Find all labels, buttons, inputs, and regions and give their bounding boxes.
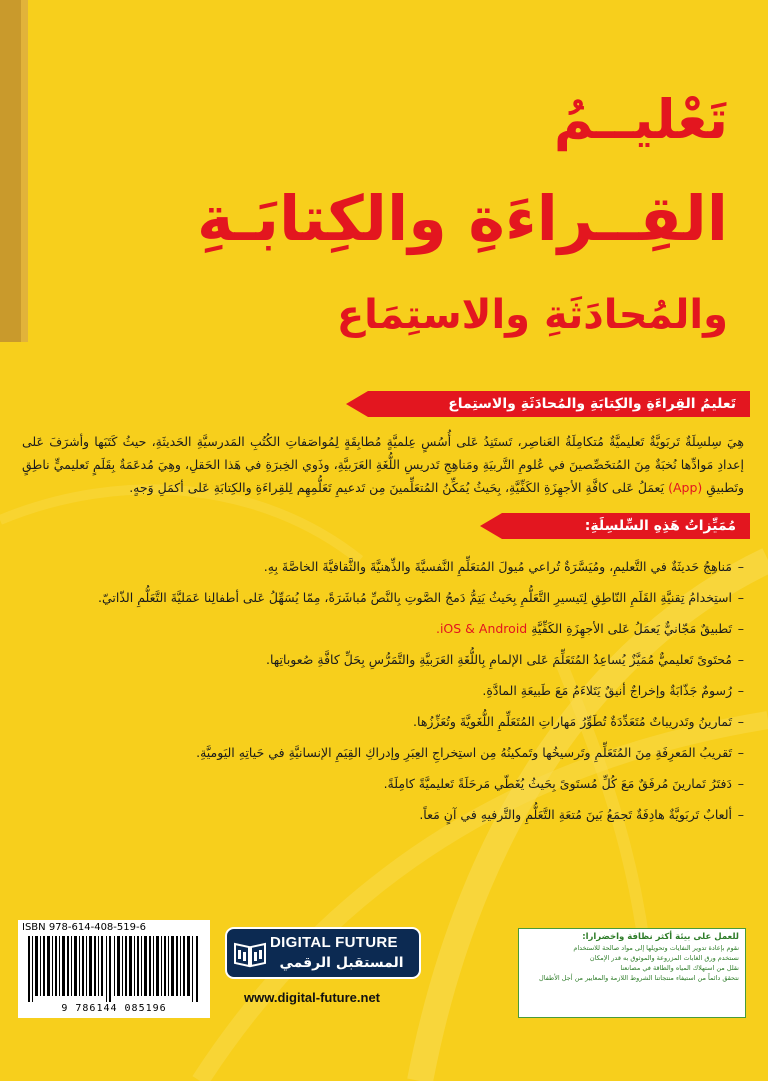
feature-item: – مُحتَوىً تَعليميٌّ مُمَيَّزٌ يُساعِدُ المُتَعَلِّمَ عَلى الإلمامِ بِاللُّغَةِ العَرَبيَّةِ والتَّمَرُّسِ بِحَلِّ كافَّةِ صُعوباتِها.	[22, 648, 744, 671]
book-spine-shade	[21, 0, 28, 342]
feature-app-text: تَطبيقٌ مَجّانيٌّ يَعمَلُ عَلى الأجهِزَةِ الكَفِّيَّةِ	[531, 621, 732, 636]
feature-item: – تَمارينُ وتَدريباتٌ مُتَعَدِّدَةٌ تُطَوِّرُ مَهاراتِ المُتَعَلِّمِ اللُّغَويَّةَ وتُعَزِّزُها.	[22, 710, 744, 733]
features-list	[22, 555, 744, 834]
feature-app-platforms: iOS & Android.	[435, 621, 528, 636]
intro-heading-band: تَعليمُ القِراءَةِ والكِتابَةِ والمُحادَثَةِ والاستِماع	[368, 391, 750, 417]
title-line-1: تَعْليــمُ	[553, 88, 728, 151]
feature-item: – تَقريبُ المَعرِفَةِ مِنَ المُتَعَلِّمِ وتَرسيخُها وتَمكينُهُ مِن استِخراجِ العِبَرِ وإدراكِ القِيَمِ الإنسانيَّةِ في حَياتِهِ اليَوميَّةِ.	[22, 741, 744, 764]
publisher-name-arabic: المستقبل الرقمي	[279, 955, 404, 971]
environment-notice-title: للعمل على بيئة أكثر نظافة واخضرارا:	[582, 932, 739, 942]
publisher-logo	[225, 927, 421, 979]
feature-item: – مَناهِجُ حَديثَةٌ في التَّعليمِ، ومُيَسَّرَةٌ تُراعي مُيولَ المُتعَلِّمِ النَّفسيَّةَ والذِّهنيَّةَ والثَّقافيَّةَ الخاصَّةَ بِهِ.	[22, 555, 744, 578]
feature-item: – دَفتَرُ تَمارينَ مُرفَقٌ مَعَ كُلِّ مُستَوىً بِحَيثُ يُغَطّي مَرحَلَةً تَعليميَّةً كامِلَةً.	[22, 772, 744, 795]
title-line-3: والمُحادَثَةِ والاستِمَاع	[336, 292, 728, 338]
feature-item-app	[22, 617, 744, 640]
environment-notice	[518, 928, 746, 1018]
environment-notice-item: نستخدم ورق الغابات المزروعة والموثوق به قدر الإمكان	[589, 954, 739, 962]
environment-notice-item: نقلل من استهلاك المياه والطاقة في مصانعنا	[620, 964, 739, 972]
title-line-2: القِــراءَةِ والكِتابَـةِ	[196, 182, 728, 255]
book-spine-strip	[0, 0, 21, 342]
publisher-website: www.digital-future.net	[244, 990, 381, 1005]
features-heading-band: مُمَيِّزاتُ هَذِهِ السِّلسِلَةِ:	[502, 513, 750, 539]
barcode-number: 9 786144 085196	[61, 1003, 167, 1014]
feature-item: – ألعابٌ تَربَويَّةٌ هادِفَةٌ تَجمَعُ بَينَ مُتعَةِ التَّعَلُّمِ والتَّرفيهِ في آنٍ مَعاً.	[22, 803, 744, 826]
intro-app-label: (App)	[668, 480, 703, 495]
intro-text-part-2: يَعمَلُ عَلى كافَّةِ الأجهِزَةِ الكَفِّيَّةِ، بِحَيثُ يُمَكِّنُ المُتعَلِّمينَ مِن تَدعيمِ تَعَلُّمِهِم لِلقِراءَةِ والكِتابَةِ عَلى أكمَلِ وَجهٍ.	[129, 480, 665, 495]
environment-notice-item: نتحقق دائماً من استيفاء منتجاتنا الشروط اللازمة والمعايير من أجل الأطفال	[539, 974, 739, 982]
publisher-name-english: DIGITAL FUTURE	[270, 934, 398, 951]
barcode-icon	[26, 936, 202, 1002]
feature-item: – استِخدامُ تِقنيَّةِ القَلَمِ النّاطِقِ لِتَيسيرِ التَّعَلُّمِ بِحَيثُ يَتِمُّ دَمجُ الصَّوتِ بِالنَّصِّ مُباشَرَةً، مِمّا يُسَهِّلُ عَلى أطفالِنا عَمَليَّةَ التَّعَلُّمِ الذّاتيّ.	[22, 586, 744, 609]
isbn-text: ISBN 978-614-408-519-6	[22, 922, 146, 933]
isbn-barcode-box	[18, 920, 210, 1018]
intro-text-part-1: هِيَ سِلسِلَةٌ تَربَويَّةٌ تَعليميَّةٌ مُتكامِلَةُ العَناصِر، تَستَنِدُ عَلى أُسُسٍ عِلميَّةٍ مُطابِقَةٍ لِمُواصَفاتِ الكُتُبِ المَدرسيَّةِ الحَديثَةِ، حيثُ كَتَبَها وأشرَفَ عَلى إعدادِ مَوادِّها نُخبَةٌ مِنَ المُتخَصِّصينَ في عُلومِ التَّربيَةِ ومَناهِجِ تَدريسِ اللُّغَةِ العَرَبيَّةِ، وذَوي الخِبرَةِ في هَذا الحَقلِ، وهِيَ مُدعَمَةٌ بِقَلَمٍ تَعليميٍّ ناطِقٍ وتَطبيقِ	[22, 434, 744, 495]
feature-item: – رُسومٌ جَذّابَةٌ وإخراجٌ أنيقٌ يَتَلاءَمُ مَعَ طَبيعَةِ المادَّةِ.	[22, 679, 744, 702]
open-book-icon	[233, 938, 267, 970]
intro-paragraph	[22, 430, 744, 499]
environment-notice-item: نقوم بإعادة تدوير النفايات وتحويلها إلى مواد صالحة للاستخدام	[573, 944, 739, 952]
